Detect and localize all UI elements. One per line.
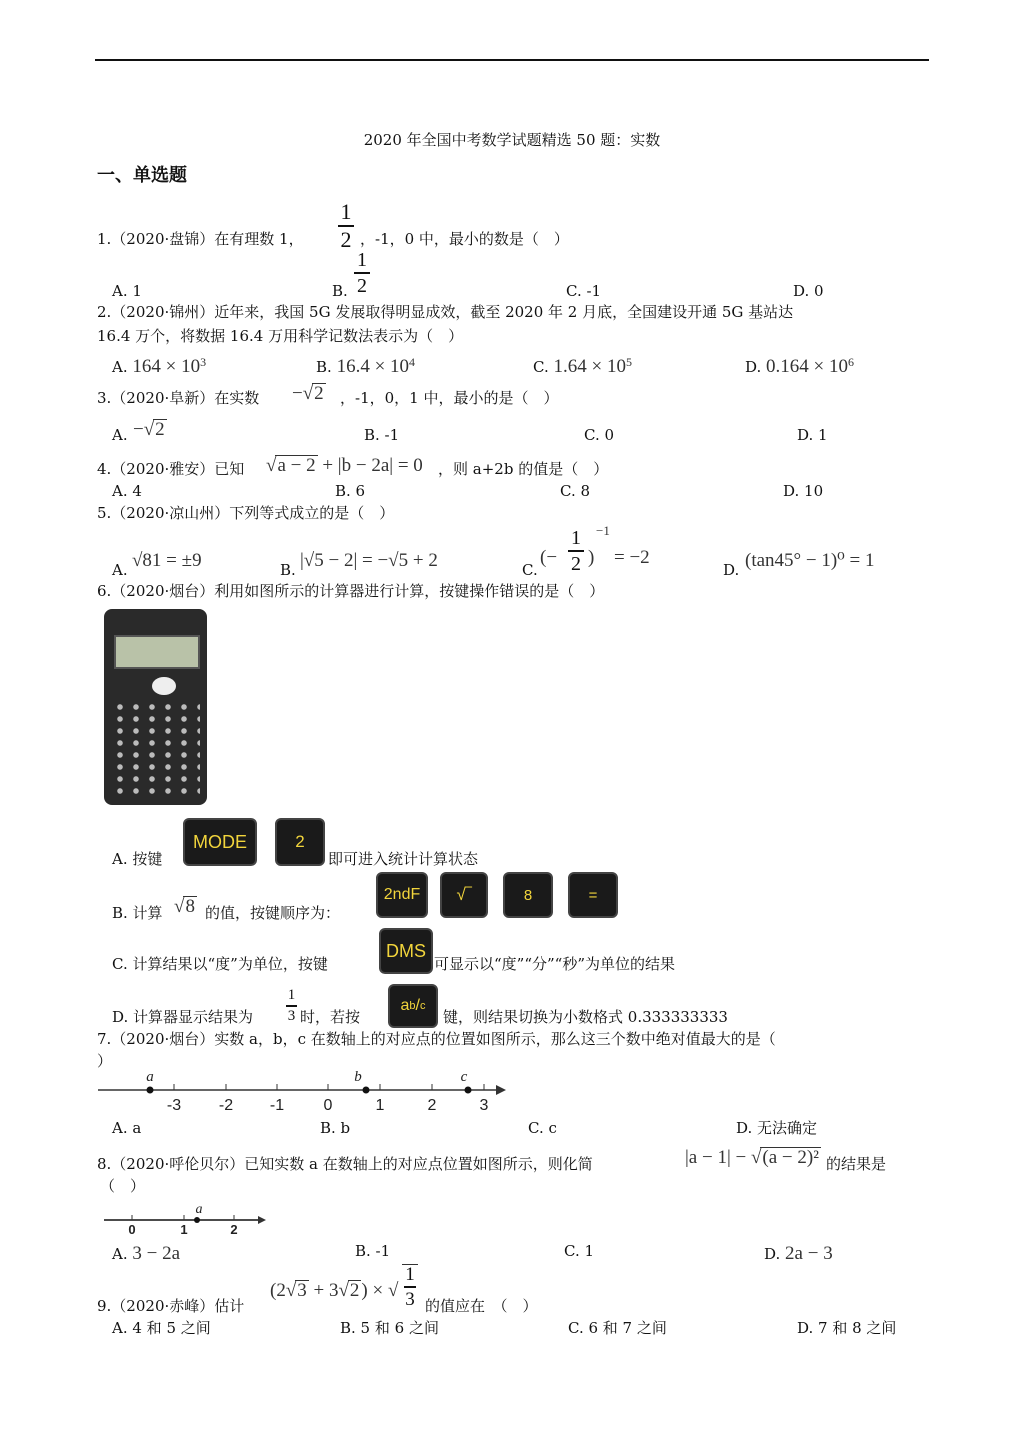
q1-option-b[interactable]: B.	[332, 282, 348, 300]
q3-stem-b: ，-1，0，1 中，最小的是（ ）	[340, 389, 559, 407]
q2-option-c[interactable]: C. $1.64 \times 10^5$	[533, 355, 632, 377]
q5-option-c-close: )	[588, 547, 595, 568]
q3-stem-a: 3.（2020·阜新）在实数	[97, 389, 260, 407]
q9-option-b[interactable]: B. 5 和 6 之间	[340, 1319, 439, 1337]
q2-option-a[interactable]: A. $164 \times 10^3$	[112, 355, 207, 377]
q6-option-b-tail: 的值，按键顺序为：	[205, 904, 341, 922]
q4-equation: √a − 2 + |b − 2a| = 0	[266, 455, 423, 476]
q6-option-d-fraction: 1 3	[287, 987, 296, 1024]
calculator-dpad	[152, 677, 176, 695]
q5-option-b[interactable]: B.	[280, 561, 296, 579]
q7-tick-label: -1	[269, 1097, 285, 1114]
q6-option-b-sqrt8: √8	[174, 896, 195, 917]
q9-stem-b: 的值应在 （ ）	[425, 1297, 538, 1315]
calculator-image	[104, 609, 207, 805]
q1-option-d[interactable]: D. 0	[793, 282, 824, 300]
q7-option-c[interactable]: C. c	[528, 1119, 557, 1137]
q9-expression: (2√3 + 3√2 ) × √	[270, 1280, 399, 1301]
q7-point-label: c	[460, 1069, 468, 1085]
q8-tick-label: 1	[180, 1222, 188, 1237]
q6-option-d-mid: 时，若按	[300, 1008, 361, 1026]
calculator-buttons	[112, 701, 200, 799]
q7-option-d[interactable]: D. 无法确定	[736, 1119, 818, 1137]
q5-option-c-paren: (−	[540, 547, 558, 568]
q5-option-d-math: (tan45° − 1)⁰ = 1	[745, 550, 875, 571]
q7-tick-label: 0	[323, 1097, 333, 1114]
q8-number-line	[100, 1200, 270, 1240]
q1-option-a[interactable]: A. 1	[112, 282, 142, 300]
q2-option-b[interactable]: B. $16.4 \times 10^4$	[316, 355, 416, 377]
q9-stem-a: 9.（2020·赤峰）估计	[97, 1297, 245, 1315]
q7-point-label: b	[354, 1069, 362, 1085]
q7-tick-label: -2	[218, 1097, 234, 1114]
q9-fraction-one-third: 1 3	[402, 1264, 418, 1309]
q8-stem-a: 8.（2020·呼伦贝尔）已知实数 a 在数轴上的对应点位置如图所示，则化简	[97, 1155, 593, 1173]
q7-tick-marks	[174, 1084, 484, 1090]
q7-line2: ）	[97, 1052, 113, 1070]
q8-tick-label: 2	[230, 1222, 238, 1237]
calculator-screen	[114, 635, 200, 669]
q6-option-d-tail: 键，则结果切换为小数格式 0.333333333	[443, 1008, 728, 1026]
q7-option-a[interactable]: A. a	[112, 1119, 142, 1137]
q5-option-c-math: = −2	[614, 547, 650, 568]
q5-stem: 5.（2020·凉山州）下列等式成立的是（ ）	[97, 504, 395, 522]
q1-option-c[interactable]: C. -1	[566, 282, 602, 300]
header-rule	[95, 59, 929, 61]
q7-point-b	[363, 1087, 370, 1094]
q9-option-a[interactable]: A. 4 和 5 之间	[112, 1319, 211, 1337]
q5-option-a[interactable]: A.	[112, 561, 128, 579]
q8-expression: |a − 1| − √(a − 2)²	[685, 1147, 819, 1168]
q7-point-a	[147, 1087, 154, 1094]
q3-option-d[interactable]: D. 1	[797, 426, 828, 444]
q2-option-d[interactable]: D. $0.164 \times 10^6$	[745, 355, 855, 377]
q4-option-a[interactable]: A. 4	[112, 482, 142, 500]
q6-option-a-tail: 即可进入统计计算状态	[328, 850, 479, 868]
q6-option-c-text[interactable]: C. 计算结果以“度”为单位，按键	[112, 955, 328, 973]
fraction-key-icon: a b / c	[388, 984, 438, 1028]
mode-key-icon: MODE	[183, 818, 257, 866]
q6-option-d-text[interactable]: D. 计算器显示结果为	[112, 1008, 254, 1026]
q5-option-c-fraction: 1 2	[568, 528, 584, 574]
q3-option-c[interactable]: C. 0	[584, 426, 615, 444]
q4-stem-b: ，则 a+2b 的值是（ ）	[438, 460, 609, 478]
q8-option-a[interactable]: A. 3 − 2a	[112, 1243, 181, 1264]
q3-neg-sqrt2: −√2	[292, 383, 324, 404]
page-title: 2020 年全国中考数学试题精选 50 题：实数	[363, 131, 661, 149]
q6-stem: 6.（2020·烟台）利用如图所示的计算器进行计算，按键操作错误的是（ ）	[97, 582, 605, 600]
q7-point-label: a	[146, 1069, 154, 1085]
q5-option-c[interactable]: C.	[522, 561, 538, 579]
q4-option-c[interactable]: C. 8	[560, 482, 591, 500]
q4-stem-a: 4.（2020·雅安）已知	[97, 460, 245, 478]
q8-option-d[interactable]: D. 2a − 3	[764, 1243, 833, 1264]
q5-option-d[interactable]: D.	[723, 561, 740, 579]
second-function-key-icon: 2ndF	[376, 872, 428, 918]
q2-line2: 16.4 万个，将数据 16.4 万用科学记数法表示为（ ）	[97, 327, 464, 345]
q7-tick-label: 2	[427, 1097, 437, 1114]
dms-key-icon: DMS	[379, 928, 433, 974]
q8-line2: （ ）	[100, 1177, 146, 1195]
q5-option-b-math: |√5 − 2| = −√5 + 2	[300, 550, 438, 571]
q7-point-c	[465, 1087, 472, 1094]
q7-tick-label: -3	[166, 1097, 182, 1114]
q8-point-a	[194, 1217, 200, 1223]
q4-option-b[interactable]: B. 6	[335, 482, 366, 500]
q6-option-c-tail: 可显示以“度”“分”“秒”为单位的结果	[434, 955, 676, 973]
q3-option-a-math: −√2	[133, 419, 165, 440]
q6-option-a-text[interactable]: A. 按键	[112, 850, 163, 868]
q2-line1: 2.（2020·锦州）近年来，我国 5G 发展取得明显成效，截至 2020 年 2 月底，全国建设开通 5G 基站达	[97, 303, 794, 321]
q8-point-label: a	[195, 1202, 203, 1217]
q5-option-c-exp: −1	[596, 523, 610, 538]
q3-option-b[interactable]: B. -1	[364, 426, 400, 444]
q7-line1: 7.（2020·烟台）实数 a，b，c 在数轴上的对应点的位置如图所示，那么这三个数中绝对值最大的是（	[97, 1030, 776, 1048]
q4-option-d[interactable]: D. 10	[783, 482, 824, 500]
q7-tick-label: 1	[375, 1097, 385, 1114]
q1-stem-b: ，-1，0 中，最小的数是（ ）	[360, 230, 569, 248]
q1-stem-a: 1.（2020·盘锦）在有理数 1，	[97, 230, 304, 248]
eight-key-icon: 8	[503, 872, 553, 918]
q1-option-b-fraction: 1 2	[354, 250, 370, 296]
q7-option-b[interactable]: B. b	[320, 1119, 351, 1137]
q9-option-c[interactable]: C. 6 和 7 之间	[568, 1319, 667, 1337]
q8-tick-label: 0	[128, 1222, 136, 1237]
q8-option-c[interactable]: C. 1	[564, 1242, 595, 1260]
q5-option-a-math: √81 = ±9	[132, 550, 202, 571]
q9-option-d[interactable]: D. 7 和 8 之间	[797, 1319, 897, 1337]
q6-option-b-text[interactable]: B. 计算	[112, 904, 163, 922]
q1-fraction-half: 1 2	[338, 201, 354, 251]
q8-stem-b: 的结果是	[826, 1155, 887, 1173]
sqrt-key-icon: √‾	[440, 872, 488, 918]
q7-axis-arrow-icon	[496, 1085, 506, 1095]
q7-tick-label: 3	[479, 1097, 489, 1114]
equals-key-icon: =	[568, 872, 618, 918]
q8-axis-arrow-icon	[258, 1216, 266, 1224]
section-heading: 一、单选题	[97, 165, 187, 186]
q7-number-line	[96, 1068, 516, 1116]
q8-option-b[interactable]: B. -1	[355, 1242, 391, 1260]
q3-option-a[interactable]: A.	[112, 426, 128, 444]
two-key-icon: 2	[275, 818, 325, 866]
